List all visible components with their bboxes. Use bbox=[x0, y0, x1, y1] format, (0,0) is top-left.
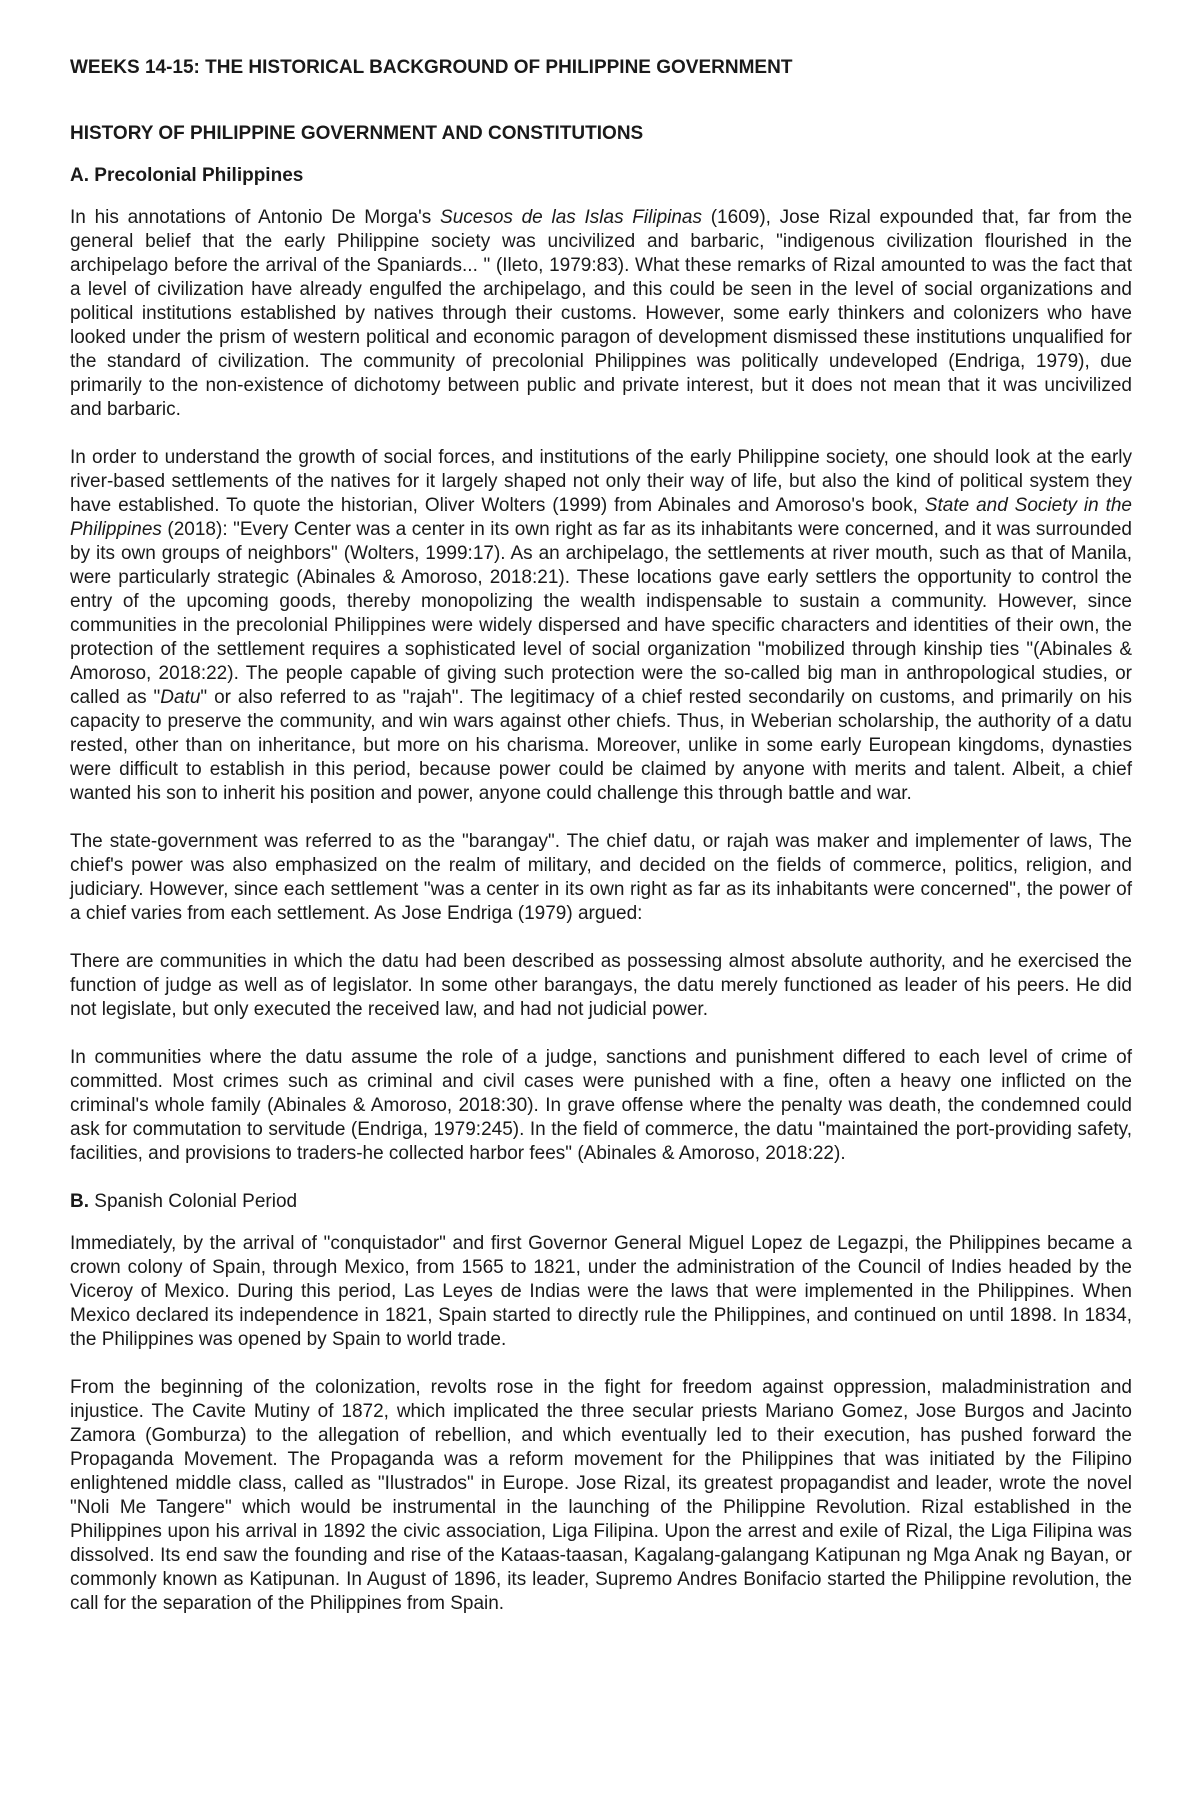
text-run: (1609), Jose Rizal expounded that, far from the general belief that the early Philippine society was uncivilized and barbaric, "indigenous civilization flourished in the archipelago before the arrival of the Spaniards... " (Ileto, 1979:83). What these remarks of Rizal amounted to was the fact that a level of civilization have already engulfed the archipelago, and this could be seen in the level of social organizations and political institutions established by natives through their customs. However, some early thinkers and colonizers who have looked under the prism of western political and economic paragon of development dismissed these institutions unqualified for the standard of civilization. The community of precolonial Philippines was politically undeveloped (Endriga, 1979), due primarily to the non-existence of dichotomy between public and private interest, but it does not mean that it was uncivilized and barbaric. bbox=[70, 207, 1133, 420]
section-a-quote: There are communities in which the datu had been described as possessing almost absolute authority, and he exercised the function of judge as well as of legislator. In some other barangays, the datu merely functioned as leader of his peers. He did not legislate, but only executed the received law, and had not judicial power. bbox=[70, 951, 1132, 1020]
section-a-paragraph-1 bbox=[70, 206, 1132, 422]
document-page bbox=[70, 56, 1132, 1640]
section-a-paragraph-3: The state-government was referred to as the "barangay". The chief datu, or rajah was maker and implementer of laws, The chief's power was also emphasized on the realm of military, and decided on the fields of commerce, politics, religion, and judiciary. However, since each settlement "was a center in its own right as far as its inhabitants were concerned", the power of a chief varies from each settlement. As Jose Endriga (1979) argued: bbox=[70, 831, 1132, 924]
text-run: In order to understand the growth of social forces, and institutions of the early Philippine society, one should look at the early river-based settlements of the natives for it largely shaped not only their way of life, but also the kind of political system they have established. To quote the historian, Oliver Wolters (1999) from Abinales and Amoroso's book, bbox=[70, 447, 1132, 516]
text-run: " or also referred to as "rajah". The legitimacy of a chief rested secondarily on customs, and primarily on his capacity to preserve the community, and win wars against other chiefs. Thus, in Weberian scholarship, the authority of a datu rested, other than on inheritance, but more on his charisma. Moreover, unlike in some early European kingdoms, dynasties were difficult to establish in this period, because power could be claimed by anyone with merits and talent. Albeit, a chief wanted his son to inherit his position and power, anyone could challenge this through battle and war. bbox=[70, 687, 1132, 804]
section-b-paragraph-2: From the beginning of the colonization, revolts rose in the fight for freedom against oppression, maladministration and injustice. The Cavite Mutiny of 1872, which implicated the three secular priests Mariano Gomez, Jose Burgos and Jacinto Zamora (Gomburza) to the allegation of rebellion, and which eventually led to their execution, has pushed forward the Propaganda Movement. The Propaganda was a reform movement for the Philippines that was initiated by the Filipino enlightened middle class, called as "Ilustrados" in Europe. Jose Rizal, its greatest propagandist and leader, wrote the novel "Noli Me Tangere" which would be instrumental in the launching of the Philippine Revolution. Rizal established in the Philippines upon his arrival in 1892 the civic association, Liga Filipina. Upon the arrest and exile of Rizal, the Liga Filipina was dissolved. Its end saw the founding and rise of the Kataas-taasan, Kagalang-galangang Katipunan ng Mga Anak ng Bayan, or commonly known as Katipunan. In August of 1896, its leader, Supremo Andres Bonifacio started the Philippine revolution, the call for the separation of the Philippines from Spain. bbox=[70, 1377, 1132, 1614]
book-title-italic: Sucesos de las Islas Filipinas bbox=[440, 207, 702, 228]
section-title: HISTORY OF PHILIPPINE GOVERNMENT AND CONSTITUTIONS bbox=[70, 123, 644, 144]
section-b-heading bbox=[70, 1190, 1132, 1214]
section-a-paragraph-2 bbox=[70, 446, 1132, 806]
section-b-paragraph-1: Immediately, by the arrival of "conquistador" and first Governor General Miguel Lopez de Legazpi, the Philippines became a crown colony of Spain, through Mexico, from 1565 to 1821, under the administration of the Council of Indies headed by the Viceroy of Mexico. During this period, Las Leyes de Indias were the laws that were implemented in the Philippines. When Mexico declared its independence in 1821, Spain started to directly rule the Philippines, and continued on until 1898. In 1834, the Philippines was opened by Spain to world trade. bbox=[70, 1233, 1132, 1350]
section-a-heading: A. Precolonial Philippines bbox=[70, 165, 304, 186]
week-title: WEEKS 14-15: THE HISTORICAL BACKGROUND OF PHILIPPINE GOVERNMENT bbox=[70, 57, 793, 78]
section-b-title: Spanish Colonial Period bbox=[89, 1191, 298, 1212]
section-b-letter: B. bbox=[70, 1191, 89, 1212]
term-italic: Datu bbox=[160, 687, 201, 708]
section-a-paragraph-5: In communities where the datu assume the role of a judge, sanctions and punishment differed to each level of crime of committed. Most crimes such as criminal and civil cases were punished with a fine, often a heavy one inflicted on the criminal's whole family (Abinales & Amoroso, 2018:30). In grave offense where the penalty was death, the condemned could ask for commutation to servitude (Endriga, 1979:245). In the field of commerce, the datu "maintained the port-providing safety, facilities, and provisions to traders-he collected harbor fees" (Abinales & Amoroso, 2018:22). bbox=[70, 1047, 1132, 1164]
text-run: (2018): "Every Center was a center in its own right as far as its inhabitants were concerned, and it was surrounded by its own groups of neighbors" (Wolters, 1999:17). As an archipelago, the settlements at river mouth, such as that of Manila, were particularly strategic (Abinales & Amoroso, 2018:21). These locations gave early settlers the opportunity to control the entry of the upcoming goods, thereby monopolizing the wealth indispensable to sustain a community. However, since communities in the precolonial Philippines were widely dispersed and have specific characters and identities of their own, the protection of the settlement requires a sophisticated level of social organization "mobilized through kinship ties "(Abinales & Amoroso, 2018:22). The people capable of giving such protection were the so-called big man in anthropological studies, or called as " bbox=[70, 519, 1132, 708]
book-title-italic: State and Society in the Philippines bbox=[70, 495, 1132, 540]
text-run: In his annotations of Antonio De Morga's bbox=[70, 207, 441, 228]
